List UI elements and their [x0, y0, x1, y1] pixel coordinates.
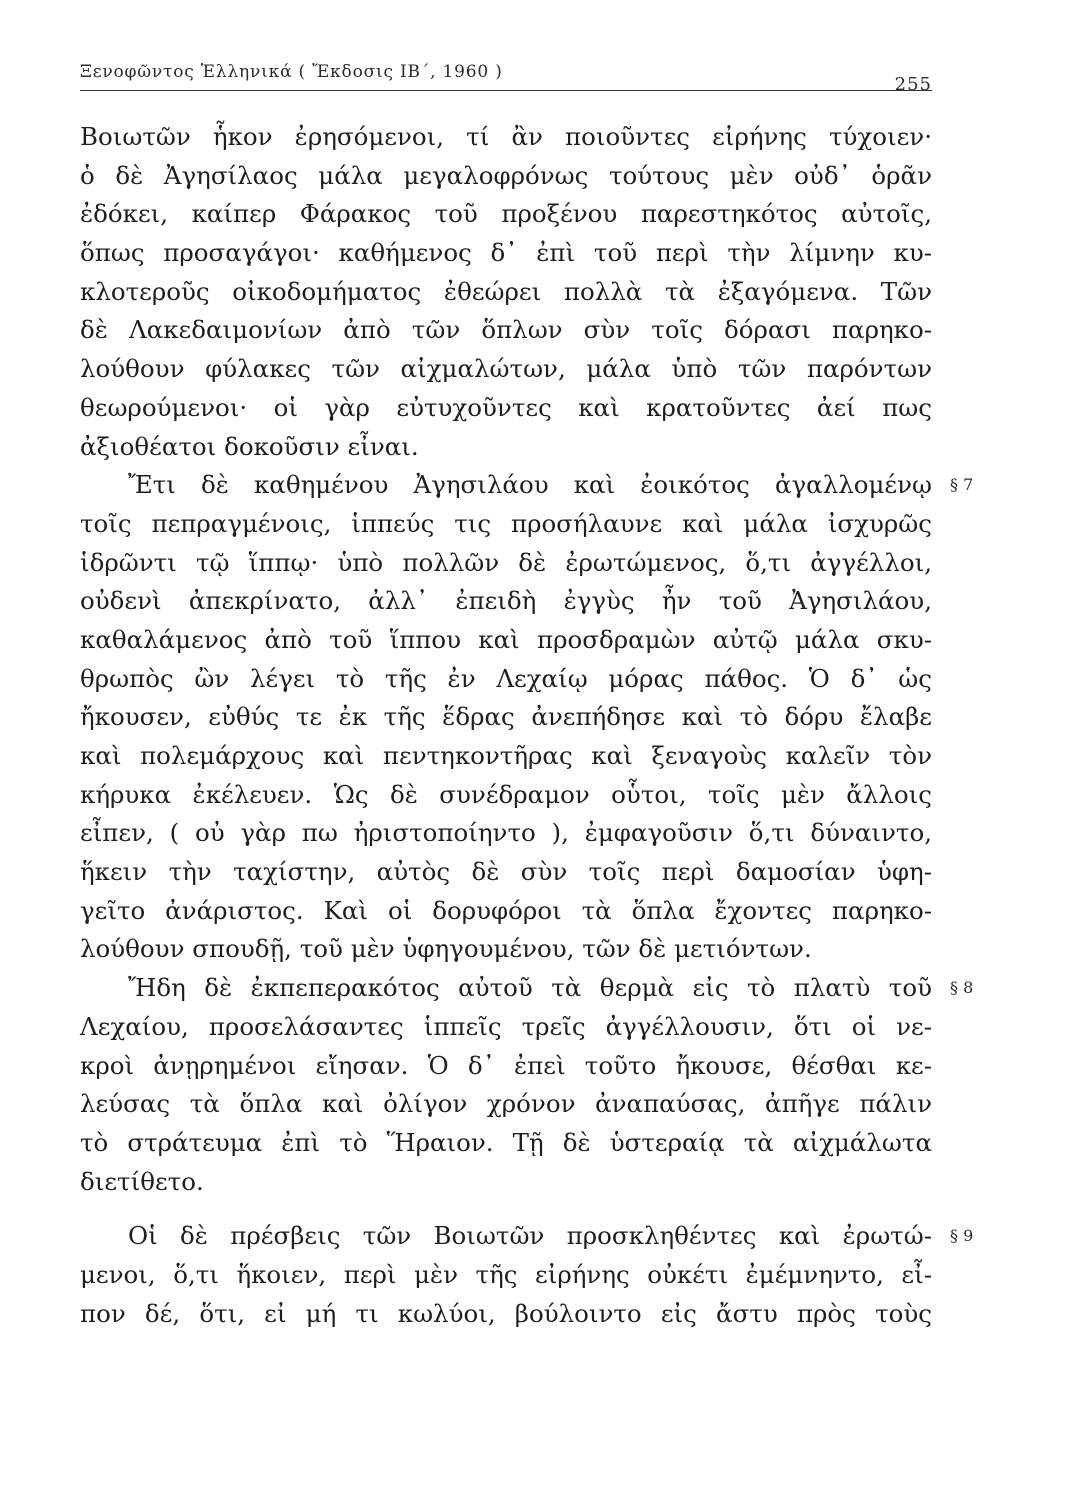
text-line: Λεχαίου, προσελάσαντες ἱππεῖς τρεῖς ἀγγέλλουσιν, ὅτι οἱ νε- — [80, 1011, 932, 1041]
text-line: Βοιωτῶν ἧκον ἐρησόμενοι, τί ἂν ποιοῦντες εἰρήνης τύχοιεν· — [80, 122, 932, 151]
text-line: δὲ Λακεδαιμονίων ἀπὸ τῶν ὅπλων σὺν τοῖς δόρασι παρηκο- — [80, 315, 932, 345]
text-line: γεῖτο ἀνάριστος. Καὶ οἱ δορυφόροι τὰ ὅπλα ἔχοντες παρηκο- — [80, 895, 932, 925]
text-line-content: Ἔτι δὲ καθημένου Ἀγησιλάου καὶ ἐοικότος ἀγαλλομένῳ — [128, 470, 932, 500]
text-line-content: Ἤδη δὲ ἐκπεπερακότος αὐτοῦ τὰ θερμὰ εἰς τὸ πλατὺ τοῦ — [128, 973, 932, 1003]
text-line-content: Οἱ δὲ πρέσβεις τῶν Βοιωτῶν προσκληθέντες καὶ ἐρωτώ- — [128, 1221, 932, 1251]
text-line: λεύσας τὰ ὅπλα καὶ ὀλίγον χρόνον ἀναπαύσας, ἀπῆγε πάλιν — [80, 1089, 932, 1119]
text-line: ἀξιοθέατοι δοκοῦσιν εἶναι. — [80, 431, 419, 461]
text-line: λούθουν σπουδῇ, τοῦ μὲν ὑφηγουμένου, τῶν δὲ μετιόντων. — [80, 934, 812, 964]
running-title: Ξενοφῶντος Ἑλληνικά ( Ἔκδοσις ΙΒ΄, 1960 ) — [80, 62, 503, 82]
text-line: τοῖς πεπραγμένοις, ἱππεύς τις προσήλαυνε καὶ μάλα ἰσχυρῶς — [80, 508, 932, 538]
text-line: τὸ στράτευμα ἐπὶ τὸ Ἥραιον. Τῇ δὲ ὑστεραίᾳ τὰ αἰχμάλωτα — [80, 1127, 932, 1157]
text-line: κήρυκα ἐκέλευεν. Ὡς δὲ συνέδραμον οὗτοι, τοῖς μὲν ἄλλοις — [80, 779, 932, 809]
paragraph-spacer — [80, 1201, 932, 1217]
text-line: ἥκειν τὴν ταχίστην, αὐτὸς δὲ σὺν τοῖς περὶ δαμοσίαν ὑφη- — [80, 857, 932, 887]
page-header — [80, 56, 932, 95]
text-line: μενοι, ὅ,τι ἥκοιεν, περὶ μὲν τῆς εἰρήνης οὐκέτι ἐμέμνηντο, εἶ- — [80, 1259, 932, 1289]
text-line: ἱδρῶντι τῷ ἵππῳ· ὑπὸ πολλῶν δὲ ἐρωτώμενος, ὅ,τι ἀγγέλλοι, — [80, 547, 932, 577]
text-line: διετίθετο. — [80, 1166, 204, 1196]
text-line: ὅπως προσαγάγοι· καθήμενος δ᾽ ἐπὶ τοῦ περὶ τὴν λίμνην κυ- — [80, 238, 932, 268]
text-line: ὁ δὲ Ἀγησίλαος μάλα μεγαλοφρόνως τούτους μὲν οὐδ᾽ ὁρᾶν — [80, 160, 932, 190]
text-line: οὐδενὶ ἀπεκρίνατο, ἀλλ᾽ ἐπειδὴ ἐγγὺς ἦν τοῦ Ἀγησιλάου, — [80, 586, 932, 616]
text-line: πον δέ, ὅτι, εἰ μή τι κωλύοι, βούλοιντο εἰς ἄστυ πρὸς τοὺς — [80, 1298, 932, 1328]
paragraph-2 — [80, 466, 974, 969]
text-line: ἐδόκει, καίπερ Φάρακος τοῦ προξένου παρεστηκότος αὐτοῖς, — [80, 199, 932, 229]
body-text — [80, 118, 974, 1333]
section-marker: § 9 — [950, 1226, 974, 1246]
text-line: εἶπεν, ( οὐ γὰρ πω ἠριστοποίηντο ), ἐμφαγοῦσιν ὅ,τι δύναιντο, — [80, 818, 932, 848]
text-line — [80, 1217, 974, 1256]
section-marker: § 8 — [950, 978, 974, 998]
text-line: κροὶ ἀνῃρημένοι εἴησαν. Ὁ δ᾽ ἐπεὶ τοῦτο ἤκουσε, θέσθαι κε- — [80, 1050, 932, 1080]
text-line: καθαλάμενος ἀπὸ τοῦ ἵππου καὶ προσδραμὼν αὐτῷ μάλα σκυ- — [80, 624, 932, 654]
text-line — [80, 466, 974, 505]
text-line — [80, 969, 974, 1008]
text-line: λούθουν φύλακες τῶν αἰχμαλώτων, μάλα ὑπὸ τῶν παρόντων — [80, 354, 932, 384]
text-line: θρωπὸς ὢν λέγει τὸ τῆς ἐν Λεχαίῳ μόρας πάθος. Ὁ δ᾽ ὡς — [80, 663, 932, 693]
paragraph-1 — [80, 118, 932, 466]
text-line: ἤκουσεν, εὐθύς τε ἐκ τῆς ἕδρας ἀνεπήδησε καὶ τὸ δόρυ ἔλαβε — [80, 702, 932, 732]
text-line: κλοτεροῦς οἰκοδομήματος ἐθεώρει πολλὰ τὰ ἐξαγόμενα. Τῶν — [80, 276, 932, 306]
text-line: θεωρούμενοι· οἱ γὰρ εὐτυχοῦντες καὶ κρατοῦντες ἀεί πως — [80, 392, 932, 422]
page-number: 255 — [894, 74, 932, 95]
text-line: καὶ πολεμάρχους καὶ πεντηκοντῆρας καὶ ξεναγοὺς καλεῖν τὸν — [80, 741, 932, 770]
section-marker: § 7 — [950, 475, 974, 495]
paragraph-3 — [80, 969, 974, 1201]
paragraph-4 — [80, 1217, 974, 1333]
